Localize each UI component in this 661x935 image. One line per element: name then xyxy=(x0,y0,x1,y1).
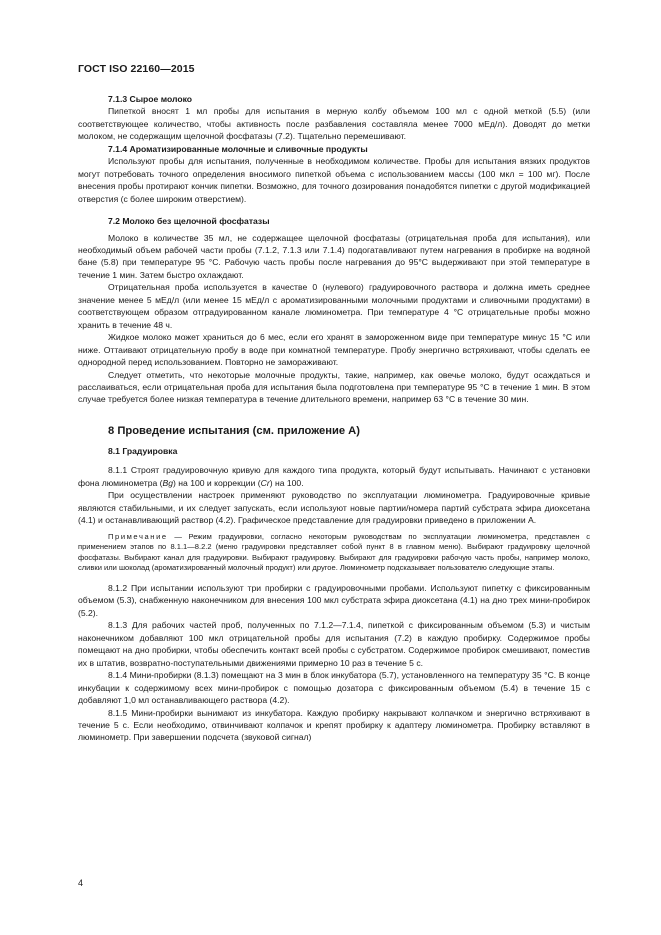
heading-7-1-3: 7.1.3 Сырое молоко xyxy=(108,94,193,104)
heading-8: 8 Проведение испытания (см. приложение А) xyxy=(108,424,360,437)
paragraph-7-2-2: Отрицательная проба используется в качестве 0 (нулевого) градуировочного раствора и должна иметь среднее значение менее 5 мЕд/л (или менее 15 мЕд/л с ароматизированными молочными продуктами и сливочными продуктами) в соответствующем образом отградуированном канале люминометра. При температуре 4 °C отрицательные пробы можно хранить в течение 48 ч. xyxy=(78,282,590,330)
bg-symbol: Bg xyxy=(162,477,174,488)
paragraph-8-1-5: 8.1.5 Мини-пробирки вынимают из инкубатора. Каждую пробирку накрывают колпачком и энергично встряхивают в течение 5 с. Если необходимо, отвинчивают колпачок и крепят пробирку к адаптеру люминометра. Пробирку вставляют в люминометр. При завершении подсчета (звуковой сигнал) xyxy=(78,707,590,743)
note-calibration: Примечание — Режим градуировки, согласно некоторым руководствам по эксплуатации люминометра, представлен с применением этапов по 8.1.1—8.2.2 (меню градуировки представляет собой пункт 8 в главном меню). Выбирают градуировку щелочной фосфатазы. Выбирают канал для градуировки. Выбирают градуировку. Выбирают для градуировки рабочую часть пробы, например молоко, сливки или шоколад (ароматизированный молочный продукт) или другое. Люминометр подсказывает пользователю следующие этапы. xyxy=(78,531,590,573)
paragraph-7-1-3: Пипеткой вносят 1 мл пробы для испытания в мерную колбу объемом 100 мл с одной меткой (5.5) (или соответствующее количество, чтобы активность после разбавления составляла менее 7000 мЕд/л). Доводят до метки молоком, не содержащим щелочной фосфатазы (7.2). Тщательно перемешивают. xyxy=(78,106,590,142)
heading-7-2: 7.2 Молоко без щелочной фосфатазы xyxy=(108,216,270,227)
page-number: 4 xyxy=(78,878,84,888)
paragraph-7-2-4: Следует отметить, что некоторые молочные продукты, такие, например, как овечье молоко, будут осаждаться и расслаиваться, если отрицательная проба для испытания была подготовлена при температуре 95 °C в течение 1 мин. В этом случае требуется более низкая температура в течение длительного времени, например 63 °C в течение 30 мин. xyxy=(78,369,590,405)
paragraph-8-1-1-settings: При осуществлении настроек применяют руководство по эксплуатации люминометра. Градуировочные кривые являются стабильными, и их следует запускать, если используют новые партии/номера партий субстрата эфира диоксетана (4.1) и останавливающий раствор (4.2). Графическое представление для градуировки приведено в приложении А. xyxy=(78,490,590,526)
paragraph-7-1-4: Используют пробы для испытания, полученные в необходимом количестве. Пробы для испытания вязких продуктов могут потребовать точного определения вносимого пипеткой объема с использованием массы (100 мкл = 100 мг). После внесения пробы протирают кончик пипетки. Возможно, для точного дозирования понадобятся пипетки с другой модификацией отверстия (с более широким отверстием). xyxy=(78,156,590,204)
paragraph-7-2-3: Жидкое молоко может храниться до 6 мес, если его хранят в замороженном виде при температуре минус 15 °C или ниже. Оттаивают отрицательную пробу в воде при комнатной температуре. Пробу энергично встряхивают, чтобы сделать ее однородной перед использованием. Повторно не замораживают. xyxy=(78,332,590,368)
paragraph-8-1-3: 8.1.3 Для рабочих частей проб, полученных по 7.1.2—7.1.4, пипеткой с фиксированным объемом (5.3) и чистым наконечником добавляют 100 мкл отрицательной пробы для испытания (7.2) в каждую пробирку. Содержимое пробы помещают на дно пробирки, чтобы обеспечить контакт всей пробы с субстратом. Содержимое пробирок смешивают, поместив их в штатив, возвратно-поступательными движениями примерно 10 раз в течение 5 с. xyxy=(78,620,590,668)
paragraph-8-1-4: 8.1.4 Мини-пробирки (8.1.3) помещают на 3 мин в блок инкубатора (5.7), установленного на температуру 35 °C. В конце инкубации к содержимому всех мини-пробирок с помощью дозатора с фиксированным объемом (5.4) в течение 15 с добавляют 1,0 мл останавливающего раствора (4.2). xyxy=(78,670,590,706)
document-header: ГОСТ ISO 22160—2015 xyxy=(78,63,195,75)
document-body xyxy=(78,93,590,744)
heading-7-1-4: 7.1.4 Ароматизированные молочные и сливочные продукты xyxy=(108,143,368,154)
note-label: Примечание xyxy=(108,531,168,541)
paragraph-7-2-1: Молоко в количестве 35 мл, не содержащее щелочной фосфатазы (отрицательная проба для испытания), или необходимый объем рабочей части пробы (7.1.2, 7.1.3 или 7.1.4) подогатавливают путем нагревания в пробирке на водяной бане (5.8) при температуре 95 °C. Рабочую часть пробы после нагревания до 95°C выдерживают при этой температуре в течение 1 мин. Затем быстро охлаждают. xyxy=(78,232,590,280)
cr-symbol: Cr xyxy=(260,477,270,488)
paragraph-8-1-1: 8.1.1 Строят градуировочную кривую для каждого типа продукта, который будут испытывать. Начинают с установки фона люминометра (Bg) на 100 и коррекции (Cr) на 100. xyxy=(78,465,590,488)
heading-8-1: 8.1 Градуировка xyxy=(108,445,178,456)
paragraph-8-1-2: 8.1.2 При испытании используют три пробирки с градуировочными пробами. Используют пипетку с фиксированным объемом (5.3), снабженную наконечником для внесения 100 мкл субстрата эфира диоксетана (4.1) на дно трех мини-пробирок (5.2). xyxy=(78,582,590,618)
